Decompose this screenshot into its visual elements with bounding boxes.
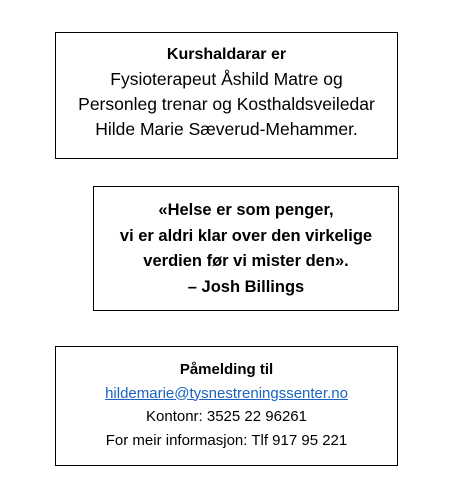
instructor-line-3: Hilde Marie Sæverud-Mehammer.	[95, 119, 358, 139]
email-link[interactable]: hildemarie@tysnestreningssenter.no	[105, 384, 348, 402]
signup-box	[55, 346, 398, 466]
info-phone: For meir informasjon: Tlf 917 95 221	[105, 431, 348, 449]
account-number: Kontonr: 3525 22 96261	[146, 408, 307, 425]
instructor-line-1: Fysioterapeut Åshild Matre og	[110, 69, 343, 89]
quote-author: – Josh Billings	[187, 277, 305, 296]
instructor-line-2: Personleg trenar og Kosthaldsveiledar	[78, 94, 375, 114]
instructors-heading: Kurshaldarar er	[166, 46, 287, 63]
quote-box	[93, 186, 399, 311]
quote-line-2: vi er aldri klar over den virkelige	[119, 226, 373, 245]
quote-line-1: «Helse er som penger,	[158, 201, 334, 219]
instructors-box	[55, 32, 398, 159]
signup-heading: Påmelding til	[179, 361, 274, 378]
quote-line-3: verdien før vi mister den».	[143, 252, 349, 270]
